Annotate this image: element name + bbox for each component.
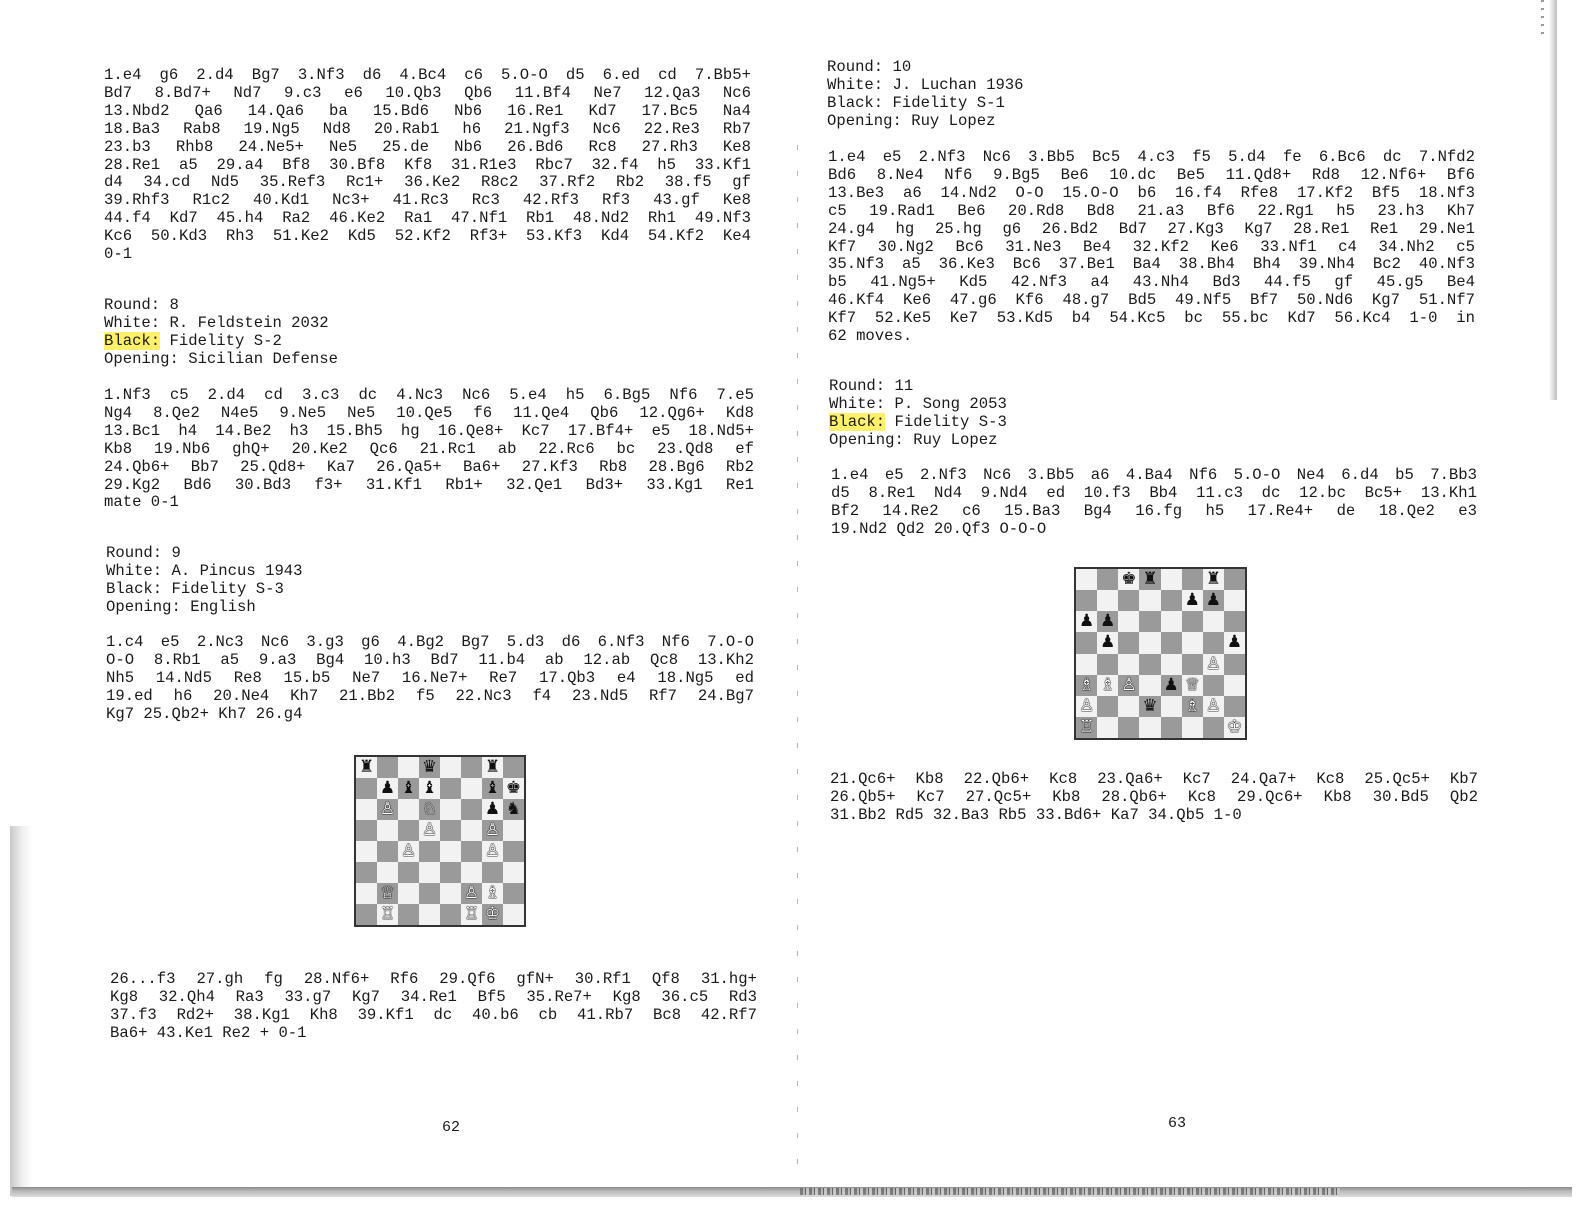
game-round8-moves (104, 387, 754, 512)
chess-square (1182, 569, 1203, 590)
chess-square (1203, 675, 1224, 696)
chess-piece-white: ♕ (1182, 675, 1203, 696)
chess-square (503, 841, 524, 862)
chess-square (1224, 675, 1245, 696)
white-player: White: J. Luchan 1936 (827, 75, 1024, 94)
chess-piece-black: ♟ (377, 778, 398, 799)
chess-piece-black: ♟ (482, 799, 503, 820)
chess-piece-white: ♙ (419, 820, 440, 841)
black-player: Black: Fidelity S-3 (106, 579, 284, 598)
chess-piece-black: ♟ (1161, 675, 1182, 696)
round-label: Round: 11 (829, 377, 914, 395)
chess-piece-white: ♔ (1224, 717, 1245, 738)
chess-piece-black: ♞ (503, 799, 524, 820)
chess-piece-white: ♙ (1076, 696, 1097, 717)
white-player: White: A. Pincus 1943 (106, 561, 303, 580)
chess-square (461, 820, 482, 841)
right-page (800, 0, 1570, 1195)
move-line: 19.ed h6 20.Ne4 Kh7 21.Bb2 f5 22.Nc3 f4 23.Nd5 Rf7 24.Bg7 (106, 686, 754, 705)
chess-square (461, 799, 482, 820)
chess-square (461, 862, 482, 883)
page-number: 63 (1168, 1115, 1187, 1132)
chess-piece-black: ♟ (1203, 590, 1224, 611)
move-line: Nh5 14.Nd5 Re8 15.b5 Ne7 16.Ne7+ Re7 17.Qb3 e4 18.Ng5 ed (106, 668, 754, 687)
move-line: Bd7 8.Bd7+ Nd7 9.c3 e6 10.Qb3 Qb6 11.Bf4 Ne7 12.Qa3 Nc6 (104, 83, 751, 102)
chess-piece-white: ♙ (482, 820, 503, 841)
white-player: White: P. Song 2053 (829, 394, 1007, 413)
move-line: 21.Qc6+ Kb8 22.Qb6+ Kc8 23.Qa6+ Kc7 24.Qa7+ Kc8 25.Qc5+ Kb7 (830, 770, 1478, 788)
chess-piece-black: ♜ (356, 757, 377, 778)
chess-piece-white: ♗ (482, 883, 503, 904)
chess-square (1118, 632, 1139, 653)
chess-piece-white: ♖ (1076, 717, 1097, 738)
chess-piece-white: ♙ (377, 799, 398, 820)
opening-label: Opening: English (106, 597, 256, 616)
left-page (0, 0, 795, 1195)
move-line: Kf7 30.Ng2 Bc6 31.Ne3 Be4 32.Kf2 Ke6 33.Nf1 c4 34.Nh2 c5 (828, 237, 1475, 256)
move-line: mate 0-1 (104, 493, 179, 512)
chess-piece-black: ♚ (503, 778, 524, 799)
chess-piece-white: ♙ (1118, 675, 1139, 696)
move-line: 24.Qb6+ Bb7 25.Qd8+ Ka7 26.Qa5+ Ba6+ 27.Kf3 Rb8 28.Bg6 Rb2 (104, 457, 754, 476)
chess-square (1076, 632, 1097, 653)
opening-label: Opening: Sicilian Defense (104, 349, 338, 368)
chess-piece-black: ♟ (1076, 611, 1097, 632)
chess-square (1097, 717, 1118, 738)
move-line: Bf2 14.Re2 c6 15.Ba3 Bg4 16.fg h5 17.Re4+ de 18.Qe2 e3 (831, 501, 1477, 520)
move-line: 26...f3 27.gh fg 28.Nf6+ Rf6 29.Qf6 gfN+ 30.Rf1 Qf8 31.hg+ (110, 970, 757, 988)
chess-square (377, 862, 398, 883)
chess-square (398, 883, 419, 904)
chess-square (1139, 611, 1160, 632)
black-player (829, 414, 1479, 432)
chess-square (1097, 696, 1118, 717)
move-line: 1.c4 e5 2.Nc3 Nc6 3.g3 g6 4.Bg2 Bg7 5.d3 d6 6.Nf3 Nf6 7.O-O (106, 633, 754, 651)
opening-label: Opening: Ruy Lopez (829, 430, 998, 449)
chess-square (1224, 590, 1245, 611)
chess-square (1224, 569, 1245, 590)
chess-square (1161, 611, 1182, 632)
round-label: Round: 8 (104, 296, 179, 314)
move-line: Ng4 8.Qe2 N4e5 9.Ne5 Ne5 10.Qe5 f6 11.Qe4 Qb6 12.Qg6+ Kd8 (104, 403, 754, 422)
chess-square (356, 904, 377, 925)
chess-square (440, 778, 461, 799)
chess-piece-white: ♘ (419, 799, 440, 820)
move-line: 19.Nd2 Qd2 20.Qf3 O-O-O (831, 519, 1047, 538)
chess-square (398, 757, 419, 778)
game-round9-continuation (110, 971, 757, 1043)
chess-piece-white: ♗ (1097, 675, 1118, 696)
chess-square (1097, 590, 1118, 611)
move-line: Kc6 50.Kd3 Rh3 51.Ke2 Kd5 52.Kf2 Rf3+ 53.Kf3 Kd4 54.Kf2 Ke4 (104, 227, 751, 246)
chess-piece-black: ♚ (1118, 569, 1139, 590)
move-line: O-O 8.Rb1 a5 9.a3 Bg4 10.h3 Bd7 11.b4 ab 12.ab Qc8 13.Kh2 (106, 650, 754, 669)
white-player: White: R. Feldstein 2032 (104, 313, 329, 332)
chess-square (1076, 654, 1097, 675)
chess-square (1118, 696, 1139, 717)
chess-piece-black: ♟ (1097, 632, 1118, 653)
chess-square (356, 883, 377, 904)
chess-piece-white: ♖ (461, 904, 482, 925)
chess-square (356, 778, 377, 799)
move-line: 13.Nbd2 Qa6 14.Qa6 ba 15.Bd6 Nb6 16.Re1 Kd7 17.Bc5 Na4 (104, 101, 751, 120)
chess-square (398, 820, 419, 841)
chess-square (1161, 590, 1182, 611)
chess-square (440, 799, 461, 820)
chess-square (1139, 632, 1160, 653)
chess-square (1118, 654, 1139, 675)
chess-piece-black: ♜ (482, 757, 503, 778)
chess-piece-white: ♙ (1203, 654, 1224, 675)
chess-piece-black: ♝ (482, 778, 503, 799)
move-line: Kf7 52.Ke5 Ke7 53.Kd5 b4 54.Kc5 bc 55.bc Kd7 56.Kc4 1-0 in (828, 309, 1475, 328)
chess-piece-white: ♕ (377, 883, 398, 904)
chess-square (398, 904, 419, 925)
chess-square (503, 904, 524, 925)
chess-diagram-round9 (354, 755, 526, 927)
chess-square (1161, 717, 1182, 738)
chess-square (503, 883, 524, 904)
black-label-highlight: Black: (829, 412, 886, 431)
chess-square (356, 820, 377, 841)
chess-piece-black: ♛ (419, 757, 440, 778)
move-line: Kg8 32.Qh4 Ra3 33.g7 Kg7 34.Re1 Bf5 35.Re7+ Kg8 36.c5 Rd3 (110, 987, 757, 1006)
chess-square (1224, 611, 1245, 632)
move-line: 13.Be3 a6 14.Nd2 O-O 15.O-O b6 16.f4 Rfe8 17.Kf2 Bf5 18.Nf3 (828, 183, 1475, 202)
chess-square (503, 862, 524, 883)
move-line: 24.g4 hg 25.hg g6 26.Bd2 Bd7 27.Kg3 Kg7 28.Re1 Re1 29.Ne1 (828, 219, 1475, 238)
chess-square (440, 883, 461, 904)
chess-square (419, 862, 440, 883)
move-line: Ba6+ 43.Ke1 Re2 + 0-1 (110, 1023, 307, 1042)
book-gutter (797, 145, 798, 1185)
black-player (104, 333, 751, 351)
move-line: 35.Nf3 a5 36.Ke3 Bc6 37.Be1 Ba4 38.Bh4 Bh4 39.Nh4 Bc2 40.Nf3 (828, 255, 1475, 274)
chess-square (440, 841, 461, 862)
move-line: 1.e4 e5 2.Nf3 Nc6 3.Bb5 Bc5 4.c3 f5 5.d4 fe 6.Bc6 dc 7.Nfd2 (828, 148, 1475, 166)
chess-piece-black: ♝ (398, 778, 419, 799)
chess-square (440, 820, 461, 841)
chess-piece-black: ♟ (1097, 611, 1118, 632)
move-line: 23.b3 Rhb8 24.Ne5+ Ne5 25.de Nb6 26.Bd6 Rc8 27.Rh3 Ke8 (104, 137, 751, 156)
move-line: 37.f3 Rd2+ 38.Kg1 Kh8 39.Kf1 dc 40.b6 cb 41.Rb7 Bc8 42.Rf7 (110, 1005, 757, 1024)
move-line: 31.Bb2 Rd5 32.Ba3 Rb5 33.Bd6+ Ka7 34.Qb5 1-0 (830, 805, 1242, 824)
move-line: Kg7 25.Qb2+ Kh7 26.g4 (106, 704, 303, 723)
chess-square (503, 820, 524, 841)
chess-square (1161, 654, 1182, 675)
move-line: 29.Kg2 Bd6 30.Bd3 f3+ 31.Kf1 Rb1+ 32.Qe1 Bd3+ 33.Kg1 Re1 (104, 475, 754, 494)
chess-square (419, 841, 440, 862)
chess-square (1097, 654, 1118, 675)
black-label-highlight: Black: (104, 331, 161, 350)
chess-square (1224, 654, 1245, 675)
opening-label: Opening: Ruy Lopez (827, 111, 996, 130)
chess-square (440, 904, 461, 925)
chess-piece-black: ♝ (419, 778, 440, 799)
round-label: Round: 9 (106, 544, 181, 562)
game-round9-header (106, 545, 753, 617)
chess-square (1161, 696, 1182, 717)
chess-piece-white: ♔ (482, 904, 503, 925)
chess-piece-white: ♖ (377, 904, 398, 925)
move-line: 28.Re1 a5 29.a4 Bf8 30.Bf8 Kf8 31.R1e3 Rbc7 32.f4 h5 33.Kf1 (104, 155, 751, 174)
move-line: 0-1 (104, 245, 133, 264)
chess-piece-white: ♙ (398, 841, 419, 862)
chess-square (503, 757, 524, 778)
chess-square (356, 862, 377, 883)
chess-piece-white: ♙ (482, 841, 503, 862)
move-line: 18.Ba3 Rab8 19.Ng5 Nd8 20.Rab1 h6 21.Ngf3 Nc6 22.Re3 Rb7 (104, 119, 751, 138)
move-line: 1.e4 g6 2.d4 Bg7 3.Nf3 d6 4.Bc4 c6 5.O-O d5 6.ed cd 7.Bb5+ (104, 66, 751, 84)
chess-square (1097, 569, 1118, 590)
chess-square (1203, 717, 1224, 738)
chess-square (1076, 569, 1097, 590)
chess-square (1139, 590, 1160, 611)
chess-square (1182, 611, 1203, 632)
chess-piece-white: ♙ (461, 883, 482, 904)
chess-square (398, 862, 419, 883)
move-line: Kb8 19.Nb6 ghQ+ 20.Ke2 Qc6 21.Rc1 ab 22.Rc6 bc 23.Qd8 ef (104, 439, 754, 458)
chess-piece-black: ♟ (1224, 632, 1245, 653)
chess-square (377, 820, 398, 841)
chess-square (461, 841, 482, 862)
move-line: 46.Kf4 Ke6 47.g6 Kf6 48.g7 Bd5 49.Nf5 Bf7 50.Nd6 Kg7 51.Nf7 (828, 291, 1475, 310)
chess-piece-white: ♗ (1076, 675, 1097, 696)
chess-square (419, 904, 440, 925)
move-line: 1.Nf3 c5 2.d4 cd 3.c3 dc 4.Nc3 Nc6 5.e4 h5 6.Bg5 Nf6 7.e5 (104, 386, 754, 404)
chess-square (377, 757, 398, 778)
move-line: 1.e4 e5 2.Nf3 Nc6 3.Bb5 a6 4.Ba4 Nf6 5.O-O Ne4 6.d4 b5 7.Bb3 (831, 466, 1477, 484)
page-number: 62 (442, 1119, 461, 1136)
move-line: 44.f4 Kd7 45.h4 Ra2 46.Ke2 Ra1 47.Nf1 Rb1 48.Nd2 Rh1 49.Nf3 (104, 209, 751, 228)
move-line: 62 moves. (828, 327, 913, 346)
chess-square (440, 862, 461, 883)
chess-square (356, 841, 377, 862)
chess-square (356, 799, 377, 820)
chess-square (1161, 632, 1182, 653)
game-round10-moves (828, 149, 1475, 346)
chess-square (1139, 717, 1160, 738)
chess-square (1182, 632, 1203, 653)
move-line: c5 19.Rad1 Be6 20.Rd8 Bd8 21.a3 Bf6 22.Rg1 h5 23.h3 Kh7 (828, 201, 1475, 220)
black-player: Black: Fidelity S-1 (827, 93, 1005, 112)
chess-piece-black: ♜ (1139, 569, 1160, 590)
chess-square (1139, 675, 1160, 696)
chess-square (461, 757, 482, 778)
chess-piece-black: ♜ (1203, 569, 1224, 590)
move-line: 13.Bc1 h4 14.Be2 h3 15.Bh5 hg 16.Qe8+ Kc7 17.Bf4+ e5 18.Nd5+ (104, 421, 754, 440)
black-player-name: Fidelity S-2 (160, 331, 282, 350)
chess-square (1161, 569, 1182, 590)
chess-square (1118, 611, 1139, 632)
move-line: 39.Rhf3 R1c2 40.Kd1 Nc3+ 41.Rc3 Rc3 42.Rf3 Rf3 43.gf Ke8 (104, 191, 751, 210)
move-line: d4 34.cd Nd5 35.Ref3 Rc1+ 36.Ke2 R8c2 37.Rf2 Rb2 38.f5 gf (104, 173, 751, 192)
chess-diagram-round11 (1074, 567, 1247, 740)
chess-square (1203, 611, 1224, 632)
chess-square (1203, 632, 1224, 653)
chess-square (440, 757, 461, 778)
game-round11-continuation (830, 771, 1478, 825)
chess-square (1076, 590, 1097, 611)
game-round10-header (827, 59, 1477, 131)
chess-square (419, 883, 440, 904)
chess-square (482, 862, 503, 883)
move-line: b5 41.Ng5+ Kd5 42.Nf3 a4 43.Nh4 Bd3 44.f5 gf 45.g5 Be4 (828, 273, 1475, 292)
game-round8-header (104, 297, 751, 369)
chess-square (1182, 717, 1203, 738)
chess-square (1118, 717, 1139, 738)
chess-square (1118, 590, 1139, 611)
round-label: Round: 10 (827, 58, 912, 76)
chess-piece-white: ♙ (1203, 696, 1224, 717)
chess-piece-white: ♗ (1182, 696, 1203, 717)
chess-square (398, 799, 419, 820)
chess-square (1139, 654, 1160, 675)
move-line: 26.Qb5+ Kc7 27.Qc5+ Kb8 28.Qb6+ Kc8 29.Qc6+ Kb8 30.Bd5 Qb2 (830, 787, 1478, 806)
chess-square (461, 778, 482, 799)
chess-piece-black: ♟ (1182, 590, 1203, 611)
move-line: Bd6 8.Ne4 Nf6 9.Bg5 Be6 10.dc Be5 11.Qd8+ Rd8 12.Nf6+ Bf6 (828, 165, 1475, 184)
black-player-name: Fidelity S-3 (885, 412, 1007, 431)
chess-piece-black: ♛ (1139, 696, 1160, 717)
chess-square (377, 841, 398, 862)
game-round11-header (829, 378, 1479, 450)
game-round9-moves (106, 634, 754, 724)
game-round11-moves (831, 467, 1477, 539)
chess-square (1224, 696, 1245, 717)
move-line: d5 8.Re1 Nd4 9.Nd4 ed 10.f3 Bb4 11.c3 dc 12.bc Bc5+ 13.Kh1 (831, 483, 1477, 502)
chess-square (1182, 654, 1203, 675)
game-intro-moves (104, 67, 751, 264)
